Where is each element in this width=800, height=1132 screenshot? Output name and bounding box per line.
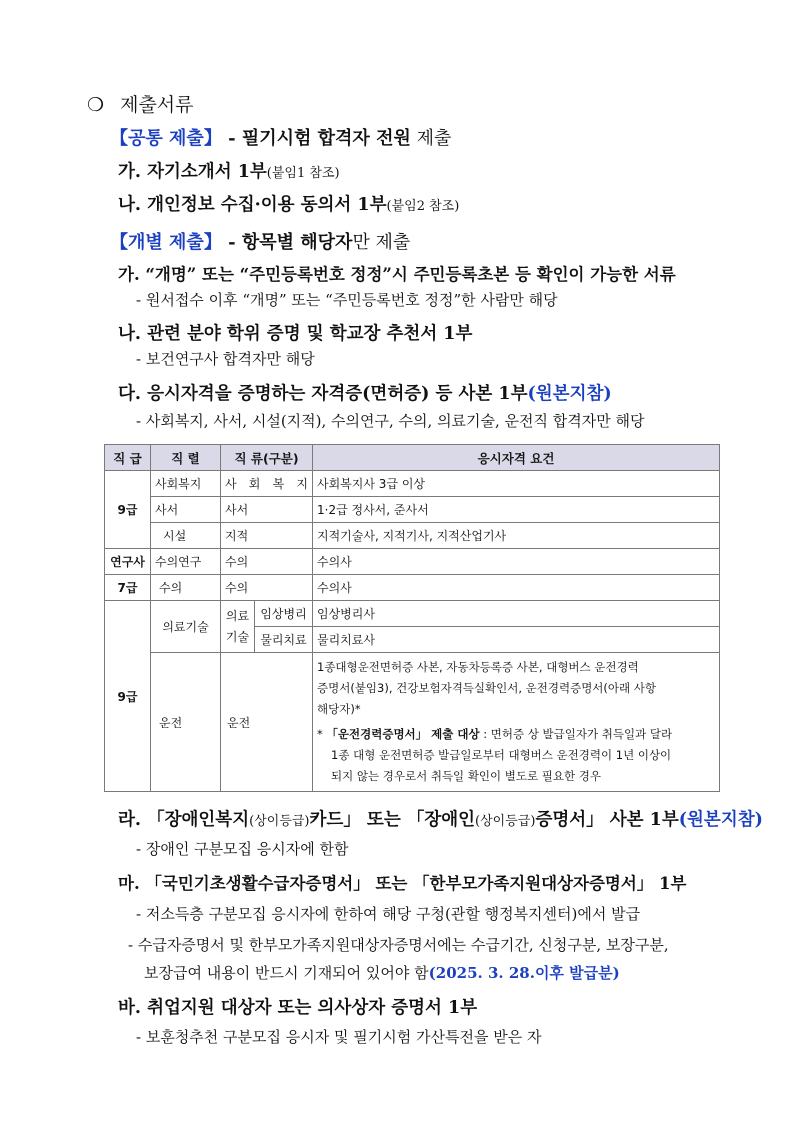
header-grade: 직 급 — [105, 445, 151, 471]
individual-header — [110, 228, 410, 254]
common-tag: 【공통 제출】 — [110, 128, 222, 149]
grade-cell: 7급 — [105, 575, 151, 601]
class-cell: 사 회 복 지 — [221, 471, 313, 497]
class-cell: 수의 — [221, 575, 313, 601]
subclass-cell: 임상병리 — [255, 601, 313, 627]
grade-cell: 연구사 — [105, 549, 151, 575]
section-title: 제출서류 — [120, 94, 194, 116]
requirement-cell: 물리치료사 — [313, 627, 720, 653]
individual-desc-tail: 만 제출 — [352, 232, 411, 253]
original-required-label: (원본지참) — [678, 810, 763, 830]
class-cell: 의료 기술 — [221, 601, 255, 653]
requirement-cell: 수의사 — [313, 575, 720, 601]
item-ma-sub3: 보장급여 내용이 반드시 기재되어 있어야 함(2025. 3. 28.이후 발급분) — [144, 964, 620, 982]
individual-item-na-sub: - 보건연구사 합격자만 해당 — [136, 350, 315, 368]
common-desc: - 필기시험 합격자 전원 — [221, 128, 411, 149]
table-row — [105, 497, 720, 523]
requirement-cell: 임상병리사 — [313, 601, 720, 627]
class-cell: 지적 — [221, 523, 313, 549]
individual-item-da-sub: - 사회복지, 사서, 시설(지적), 수의연구, 수의, 의료기술, 운전직 합격자만 해당 — [136, 412, 645, 430]
driving-note: * 「운전경력증명서」 제출 대상 : 면허증 상 발급일자가 취득일과 달라 — [317, 727, 673, 741]
requirement-cell: 1·2급 정사서, 준사서 — [313, 497, 720, 523]
series-cell: 운전 — [151, 653, 221, 792]
item-ba-sub: - 보훈청추천 구분모집 응시자 및 필기시험 가산특전을 받은 자 — [136, 1028, 542, 1046]
requirement-cell: 1종대형운전면허증 사본, 자동차등록증 사본, 대형버스 운전경력 증명서(붙임3), 건강보험자격득실확인서, 운전경력증명서(아래 사항 해당자)* * 「운전경력증명서」 제출 대상 : 면허증 상 발급일자가 취득일과 달라 1종 대형 운전면허증 발급일로부터 대형버스 운전경력이 1년 이상이 되지 않는 경우로서 취득일 확인이 별도로 필요한 경우 — [313, 653, 720, 792]
table-row — [105, 549, 720, 575]
series-cell: 의료기술 — [151, 601, 221, 653]
individual-item-ga: 가. “개명” 또는 “주민등록번호 정정”시 주민등록초본 등 확인이 가능한 서류 — [118, 265, 676, 284]
requirement-cell: 수의사 — [313, 549, 720, 575]
individual-item-ga-sub: - 원서접수 이후 “개명” 또는 “주민등록번호 정정”한 사람만 해당 — [136, 291, 558, 309]
qualification-table — [104, 444, 720, 792]
header-class: 직 류(구분) — [221, 445, 313, 471]
item-note: (붙임1 참조) — [266, 166, 340, 181]
series-cell: 시설 — [151, 523, 221, 549]
header-requirement: 응시자격 요건 — [313, 445, 720, 471]
circle-bullet-icon: ❍ — [87, 94, 105, 116]
common-desc-tail: 제출 — [410, 128, 452, 149]
individual-tag: 【개별 제출】 — [110, 232, 222, 253]
grade-cell: 9급 — [105, 601, 151, 792]
common-item-na: 나. 개인정보 수집·이용 동의서 1부(붙임2 참조) — [118, 195, 460, 215]
table-row — [105, 575, 720, 601]
series-cell: 사서 — [151, 497, 221, 523]
common-header — [110, 124, 451, 150]
original-required-label: (원본지참) — [527, 384, 612, 404]
subclass-cell: 물리치료 — [255, 627, 313, 653]
individual-item-da: 다. 응시자격을 증명하는 자격증(면허증) 등 사본 1부(원본지참) — [118, 384, 612, 404]
class-cell: 운전 — [221, 653, 313, 792]
common-item-ga: 가. 자기소개서 1부(붙임1 참조) — [118, 162, 340, 182]
class-cell: 사서 — [221, 497, 313, 523]
table-row — [105, 653, 720, 792]
item-ra-sub: - 장애인 구분모집 응시자에 한함 — [136, 840, 349, 858]
table-row — [105, 471, 720, 497]
requirement-cell: 지적기술사, 지적기사, 지적산업기사 — [313, 523, 720, 549]
series-cell: 수의연구 — [151, 549, 221, 575]
section-heading — [87, 90, 194, 117]
item-ma-sub2: - 수급자증명서 및 한부모가족지원대상자증명서에는 수급기간, 신청구분, 보장구분, — [128, 936, 669, 954]
table-row — [105, 601, 720, 627]
series-cell: 수의 — [151, 575, 221, 601]
item-note: (붙임2 참조) — [386, 199, 460, 214]
issue-date-label: (2025. 3. 28.이후 발급분) — [428, 964, 620, 982]
item-ba: 바. 취업지원 대상자 또는 의사상자 증명서 1부 — [118, 998, 478, 1018]
table-header-row — [105, 445, 720, 471]
individual-desc: - 항목별 해당자 — [221, 232, 353, 253]
item-ma: 마. 「국민기초생활수급자증명서」 또는 「한부모가족지원대상자증명서」 1부 — [118, 874, 687, 893]
item-ma-sub1: - 저소득층 구분모집 응시자에 한하여 해당 구청(관할 행정복지센터)에서 발급 — [136, 905, 641, 923]
table-row — [105, 523, 720, 549]
requirement-cell: 사회복지사 3급 이상 — [313, 471, 720, 497]
grade-cell: 9급 — [105, 471, 151, 549]
series-cell: 사회복지 — [151, 471, 221, 497]
item-ra: 라. 「장애인복지(상이등급)카드」 또는 「장애인(상이등급)증명서」 사본 1부(원본지참) — [118, 810, 763, 830]
individual-item-na: 나. 관련 분야 학위 증명 및 학교장 추천서 1부 — [118, 324, 473, 344]
class-cell: 수의 — [221, 549, 313, 575]
header-series: 직 렬 — [151, 445, 221, 471]
